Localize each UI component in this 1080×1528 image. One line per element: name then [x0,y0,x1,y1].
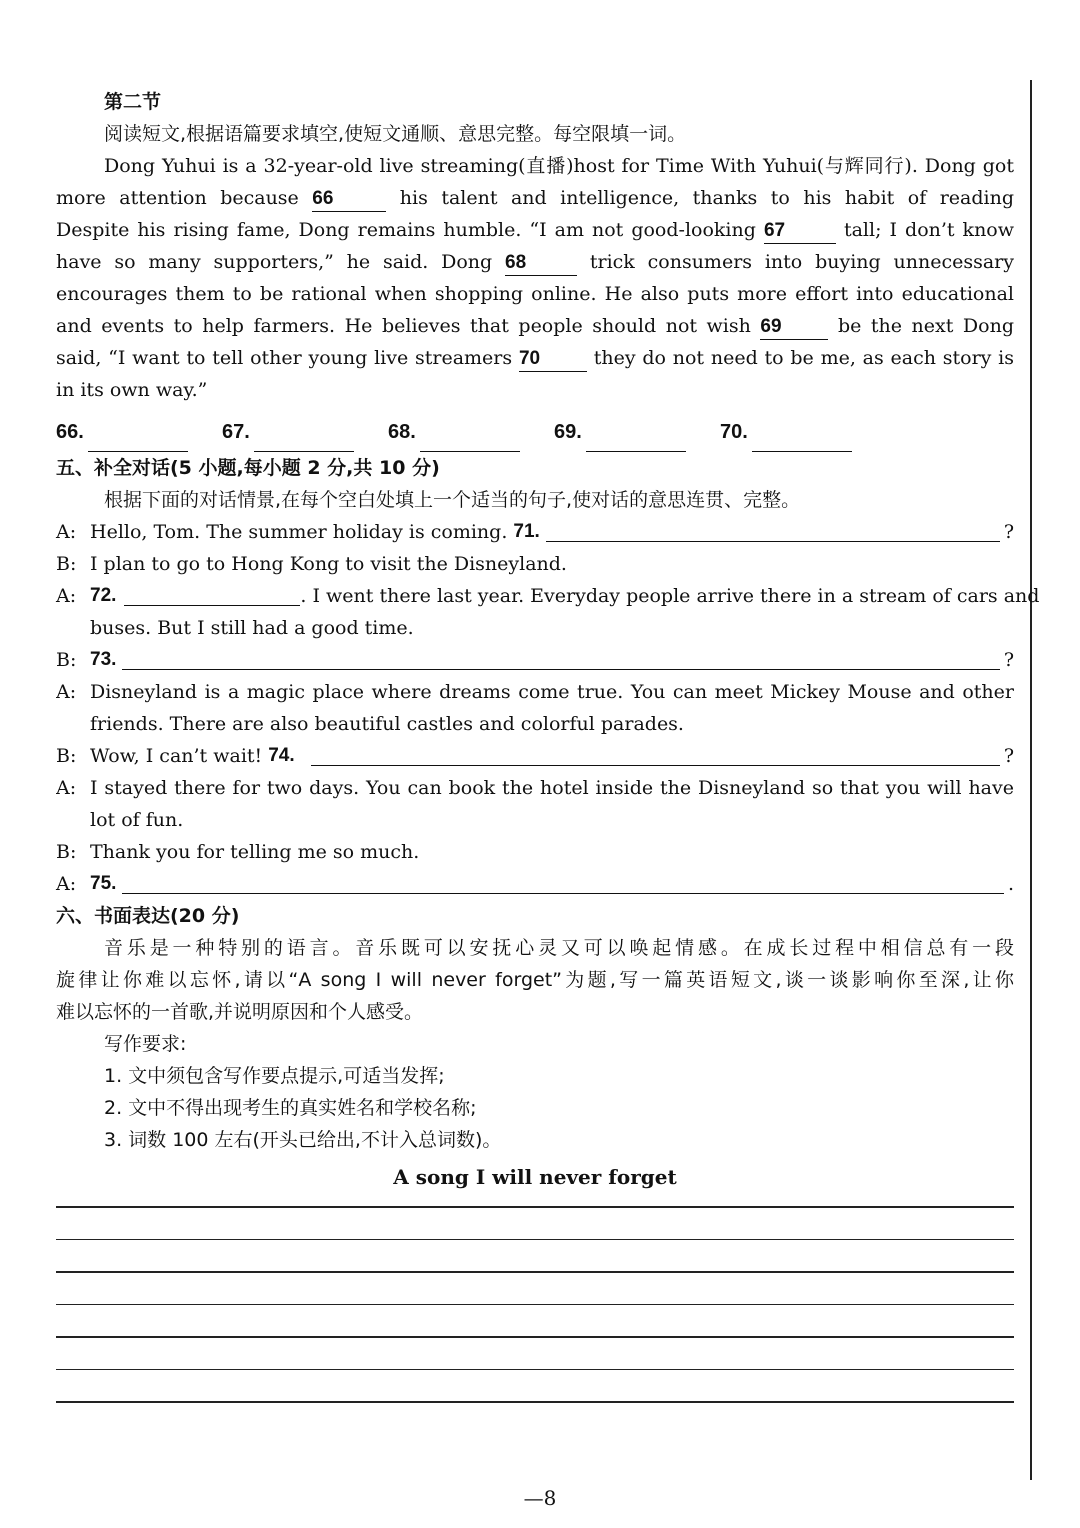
blank-73[interactable] [122,668,999,670]
dialogue-end: ? [1003,649,1014,671]
question-number: 71. [513,521,540,542]
speaker-label: B: [56,841,77,863]
writing-line [56,1271,1014,1273]
blank-68[interactable]: 68 [505,251,577,276]
writing-line [56,1336,1014,1338]
prompt-line-1: 音乐是一种特别的语言。音乐既可以安抚心灵又可以唤起情感。在成长过程中相信总有一段 [104,937,1014,959]
dialogue-line-74 [56,740,1014,772]
blank-70[interactable]: 70 [519,347,587,372]
writing-area[interactable] [56,1206,1014,1403]
dialogue-end: . [1007,873,1014,895]
passage-text: said, “I want to tell other young live streamers [56,347,513,369]
dialogue-end: ? [1003,521,1014,543]
passage-text: have so many supporters,” he said. Dong [56,251,493,273]
question-number: 75. [90,873,117,894]
dialogue-line-73 [56,644,1014,676]
blank-75[interactable] [122,892,1004,894]
requirement-2: 2. 文中不得出现考生的真实姓名和学校名称; [104,1097,477,1119]
content [56,86,1040,1434]
blank-71[interactable] [546,540,1000,542]
speaker-label: A: [56,681,77,703]
passage-text: and events to help farmers. He believes that people should not wish [56,315,751,337]
section5-instruction: 根据下面的对话情景,在每个空白处填上一个适当的句子,使对话的意思连贯、完整。 [104,489,801,511]
passage-line-5: encourages them to be rational when shopping online. He also puts more effort into educational [56,283,1014,305]
requirement-1: 1. 文中须包含写作要点提示,可适当发挥; [104,1065,445,1087]
writing-line [56,1304,1014,1306]
dialogue-continuation: buses. But I still had a good time. [90,617,414,639]
dialogue-text: I plan to go to Hong Kong to visit the Disneyland. [90,553,567,575]
answer-row [56,412,1014,452]
requirements-heading: 写作要求: [104,1033,187,1055]
dialogue-text: Hello, Tom. The summer holiday is coming. [90,521,508,543]
requirement-3: 3. 词数 100 左右(开头已给出,不计入总词数)。 [104,1129,502,1151]
dialogue-text: Wow, I can’t wait! [90,745,263,767]
speaker-label: A: [56,521,77,543]
answer-66[interactable]: 66. [56,412,222,452]
dialogue-text: . I went there last year. Everyday people arrive there in a stream of cars and [300,585,1040,607]
answer-70[interactable]: 70. [720,412,886,452]
passage-text: they do not need to be me, as each story is [593,347,1014,369]
writing-line [56,1401,1014,1403]
section6-heading: 六、书面表达(20 分) [56,905,240,927]
question-number: 72. [90,585,117,606]
writing-line [56,1369,1014,1371]
section2-heading: 第二节 [104,91,162,113]
speaker-label: A: [56,585,77,607]
passage-line-7 [56,342,1014,374]
dialogue-text: I stayed there for two days. You can book the hotel inside the Disneyland so that you will have [90,777,1014,799]
passage-line-1: Dong Yuhui is a 32-year-old live streaming(直播)host for Time With Yuhui(与辉同行). Dong got [104,155,1014,177]
passage-line-8: in its own way.” [56,379,208,401]
dialogue-line [56,772,1014,804]
blank-72[interactable] [124,604,300,606]
dialogue-continuation: lot of fun. [90,809,184,831]
dialogue-line [56,836,1014,868]
margin-rule [1030,80,1032,1480]
passage-line-3 [56,214,1014,246]
passage-text: tall; I don’t know [843,219,1014,241]
speaker-label: B: [56,745,77,767]
section2-instruction: 阅读短文,根据语篇要求填空,使短文通顺、意思完整。每空限填一词。 [104,123,687,145]
blank-66[interactable]: 66 [312,187,386,212]
prompt-line-3: 难以忘怀的一首歌,并说明原因和个人感受。 [56,1001,424,1023]
passage-text: his talent and intelligence, thanks to his habit of reading [399,187,1014,209]
dialogue-continuation: friends. There are also beautiful castles and colorful parades. [90,713,684,735]
blank-74[interactable] [311,764,1000,766]
speaker-label: A: [56,777,77,799]
answer-69[interactable]: 69. [554,412,720,452]
dialogue-text: Thank you for telling me so much. [90,841,420,863]
passage-line-4 [56,246,1014,278]
passage-text: Despite his rising fame, Dong remains humble. “I am not good-looking [56,219,756,241]
speaker-label: B: [56,649,77,671]
blank-67[interactable]: 67 [764,219,836,244]
section5-heading: 五、补全对话(5 小题,每小题 2 分,共 10 分) [56,457,440,479]
speaker-label: A: [56,873,77,895]
answer-67[interactable]: 67. [222,412,388,452]
dialogue-line-75 [56,868,1014,900]
passage-line-6 [56,310,1014,342]
answer-68[interactable]: 68. [388,412,554,452]
dialogue-line-71 [56,516,1014,548]
dialogue-line-72 [56,580,1040,612]
passage-text: be the next Dong [837,315,1014,337]
passage-text: more attention because [56,187,299,209]
passage-text: trick consumers into buying unnecessary [589,251,1014,273]
writing-line [56,1239,1014,1241]
speaker-label: B: [56,553,77,575]
dialogue-line [56,676,1014,708]
prompt-line-2: 旋律让你难以忘怀,请以“A song I will never forget”为题,写一篇英语短文,谈一谈影响你至深,让你 [56,969,1014,991]
blank-69[interactable]: 69 [760,315,828,340]
page-number: —8 [523,1486,557,1510]
dialogue-end: ? [1003,745,1014,767]
question-number: 73. [90,649,117,670]
passage-line-2 [56,182,1014,214]
dialogue-line [56,548,1014,580]
dialogue-text: Disneyland is a magic place where dreams come true. You can meet Mickey Mouse and other [90,681,1014,703]
essay-title: A song I will never forget [393,1165,677,1189]
writing-line [56,1206,1014,1208]
question-number: 74. [268,745,295,766]
